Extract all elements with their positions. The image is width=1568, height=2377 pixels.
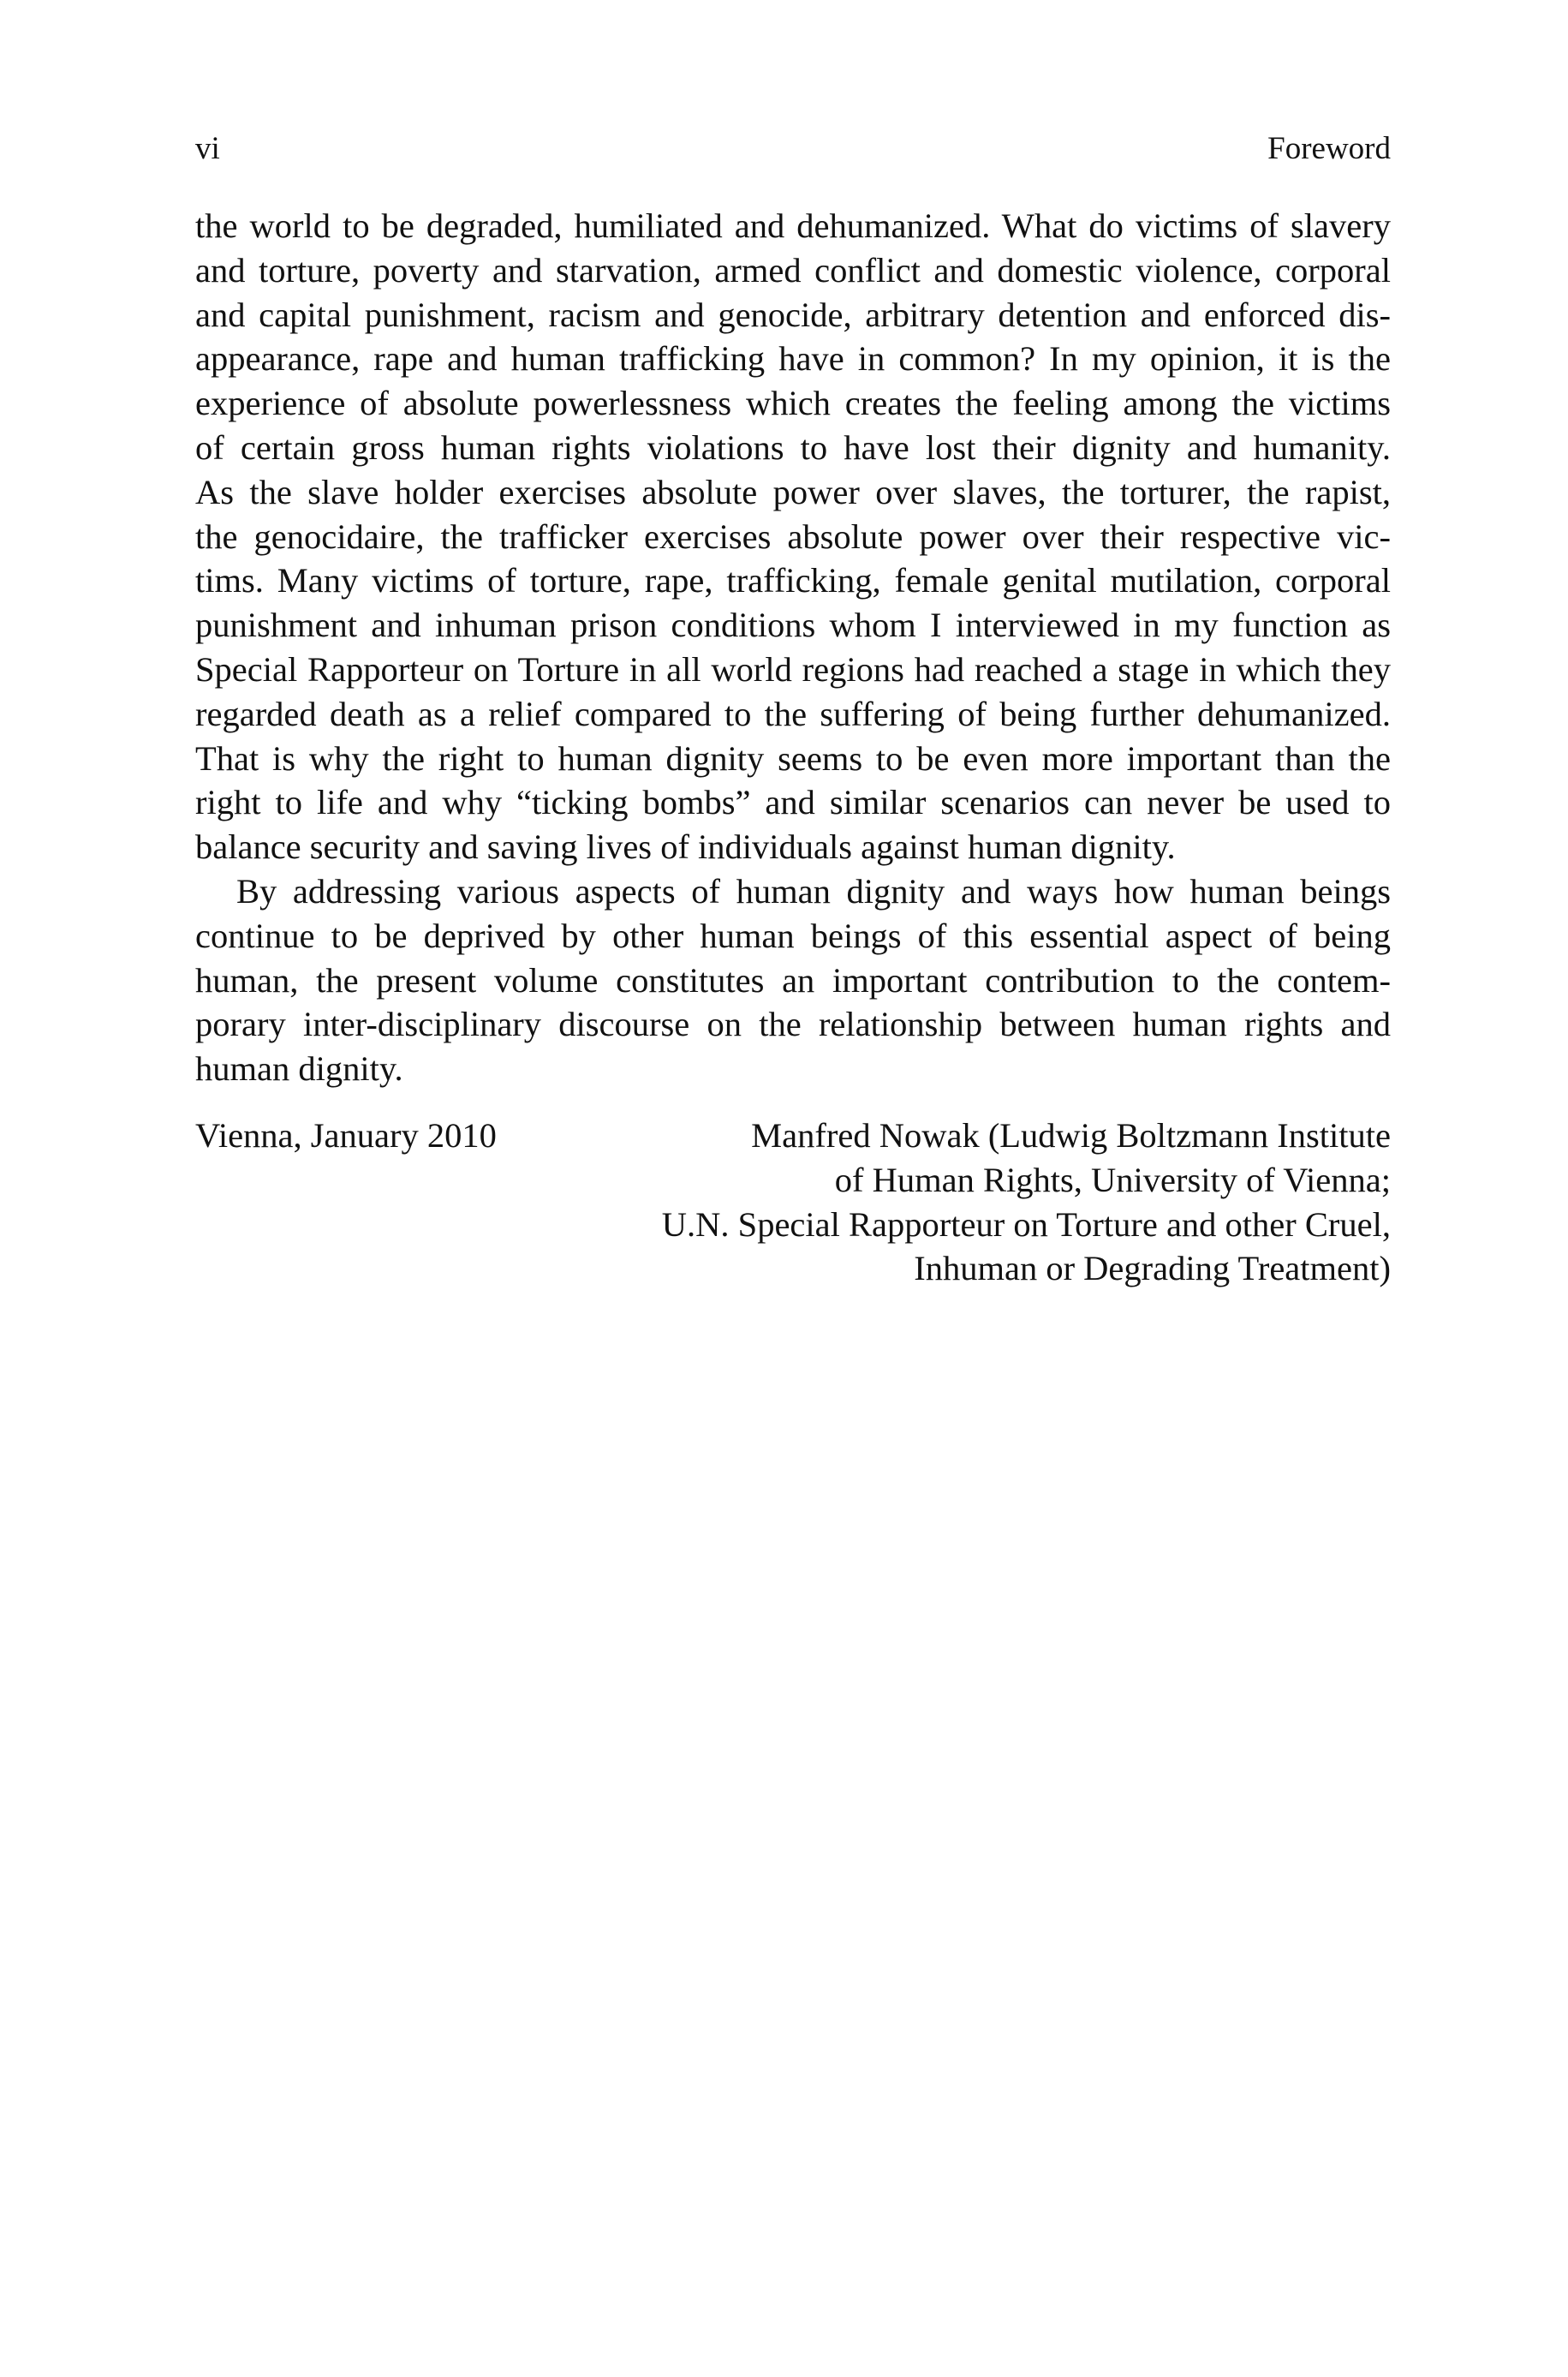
text-line: of certain gross human rights violations to have lost their dignity and humanity. <box>195 427 1391 467</box>
author-line: U.N. Special Rapporteur on Torture and other Cruel, <box>661 1204 1391 1244</box>
author-affiliation <box>662 1114 1391 1291</box>
author-line: Inhuman or Degrading Treatment) <box>914 1249 1391 1288</box>
signature-block <box>195 1114 1391 1291</box>
author-line: of Human Rights, University of Vienna; <box>834 1160 1391 1199</box>
paragraph-1 <box>195 204 1391 869</box>
text-line: regarded death as a relief compared to the suffering of being further dehumanized. <box>195 694 1391 733</box>
text-line: As the slave holder exercises absolute power over slaves, the torturer, the rapist, <box>195 472 1391 511</box>
text-line: Special Rapporteur on Torture in all world regions had reached a stage in which they <box>195 649 1391 689</box>
place-date: Vienna, January 2010 <box>195 1116 497 1155</box>
text-line: continue to be deprived by other human beings of this essential aspect of being <box>195 916 1391 955</box>
text-line: porary inter-disciplinary discourse on the relationship between human rights and <box>195 1005 1391 1044</box>
text-line: experience of absolute powerlessness which creates the feeling among the victims <box>195 384 1391 423</box>
text-line: human, the present volume constitutes an important contribution to the contem- <box>195 960 1391 1000</box>
text-line: human dignity. <box>195 1049 403 1089</box>
page-number: vi <box>195 131 220 166</box>
text-line: and torture, poverty and starvation, armed conflict and domestic violence, corporal <box>195 250 1391 290</box>
author-line: Manfred Nowak (Ludwig Boltzmann Institute <box>751 1116 1391 1155</box>
text-line: and capital punishment, racism and genocide, arbitrary detention and enforced dis- <box>195 295 1391 334</box>
text-line: That is why the right to human dignity seems to be even more important than the <box>195 738 1391 778</box>
text-line: right to life and why “ticking bombs” and similar scenarios can never be used to <box>195 783 1391 822</box>
text-line: the world to be degraded, humiliated and dehumanized. What do victims of slavery <box>195 206 1391 245</box>
paragraph-2 <box>195 869 1391 1091</box>
text-line: appearance, rape and human trafficking have in common? In my opinion, it is the <box>195 339 1391 379</box>
text-line: punishment and inhuman prison conditions whom I interviewed in my function as <box>195 606 1391 645</box>
text-line: By addressing various aspects of human dignity and ways how human beings <box>236 871 1391 911</box>
text-line: balance security and saving lives of individuals against human dignity. <box>195 827 1176 867</box>
running-head <box>195 130 1391 168</box>
text-line: the genocidaire, the trafficker exercises absolute power over their respective vic- <box>195 517 1391 556</box>
foreword-body <box>195 204 1391 1091</box>
section-title: Foreword <box>1267 131 1391 166</box>
text-line: tims. Many victims of torture, rape, trafficking, female genital mutilation, corporal <box>195 561 1391 600</box>
